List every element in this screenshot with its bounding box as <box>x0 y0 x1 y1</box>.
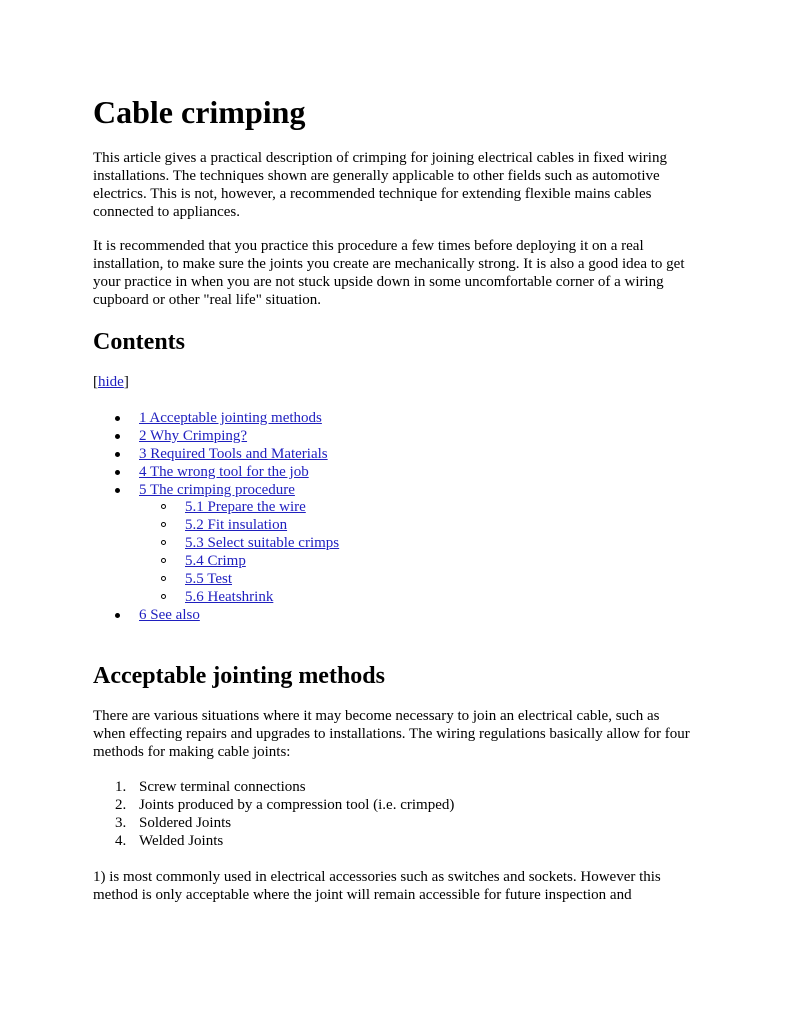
bullet-icon <box>115 613 120 618</box>
bullet-icon <box>115 488 120 493</box>
toc-link-heatshrink[interactable]: 5.6 Heatshrink <box>185 588 274 605</box>
toc-item <box>93 445 339 463</box>
toc-link-wrong-tool[interactable]: 4 The wrong tool for the job <box>139 463 309 480</box>
toc-item <box>93 427 339 445</box>
intro-paragraph-2: It is recommended that you practice this procedure a few times before deploying it on a real installation, to make sure the joints you create are mechanically strong. It is also a good idea to get your practice in when you are not stuck upside down in some uncomfortable corner of a wiring cupboard or other "real life" situation. <box>93 238 685 308</box>
toc-subitem <box>93 588 339 606</box>
toc-link-required-tools[interactable]: 3 Required Tools and Materials <box>139 445 328 462</box>
toggle-bracket-close: ] <box>123 374 129 390</box>
list-number: 4. <box>115 833 127 849</box>
section-paragraph-2: 1) is most commonly used in electrical accessories such as switches and sockets. However this method is only acceptable where the joint will remain accessible for future inspection and <box>93 869 661 903</box>
intro-paragraph-1: This article gives a practical description of crimping for joining electrical cables in fixed wiring installations. The techniques shown are generally applicable to other fields such as automotive electrics. This is not, however, a recommended technique for extending flexible mains cables connected to appliances. <box>93 150 667 220</box>
circle-bullet-icon <box>161 522 166 527</box>
contents-heading: Contents <box>93 329 186 355</box>
toc-item <box>93 463 339 481</box>
list-number: 2. <box>115 797 127 813</box>
circle-bullet-icon <box>161 594 166 599</box>
list-number: 3. <box>115 815 127 831</box>
toc-subitem <box>93 516 339 534</box>
list-number: 1. <box>115 779 127 795</box>
bullet-icon <box>115 470 120 475</box>
toc-item <box>93 481 339 499</box>
toc-subitem <box>93 552 339 570</box>
toc-link-acceptable-jointing-methods[interactable]: 1 Acceptable jointing methods <box>139 410 322 426</box>
hide-link[interactable]: hide <box>98 374 124 390</box>
list-item <box>93 796 454 814</box>
toc-link-test[interactable]: 5.5 Test <box>185 571 233 588</box>
toc-subitem <box>93 570 339 588</box>
toc-item <box>93 606 339 624</box>
contents-toggle <box>93 373 129 391</box>
toc-item <box>93 409 339 427</box>
circle-bullet-icon <box>161 576 166 581</box>
list-item <box>93 778 454 796</box>
section-heading-acceptable-jointing-methods: Acceptable jointing methods <box>93 663 385 689</box>
circle-bullet-icon <box>161 540 166 545</box>
bullet-icon <box>115 416 120 421</box>
toc-link-crimping-procedure[interactable]: 5 The crimping procedure <box>139 481 295 498</box>
toc-link-crimp[interactable]: 5.4 Crimp <box>185 553 246 570</box>
circle-bullet-icon <box>161 558 166 563</box>
list-item-text: Soldered Joints <box>139 815 232 831</box>
toc-link-prepare-wire[interactable]: 5.1 Prepare the wire <box>185 499 306 516</box>
table-of-contents <box>93 409 339 624</box>
list-item <box>93 814 454 832</box>
list-item-text: Screw terminal connections <box>139 779 306 795</box>
bullet-icon <box>115 434 120 439</box>
toc-link-fit-insulation[interactable]: 5.2 Fit insulation <box>185 517 288 534</box>
toc-link-see-also[interactable]: 6 See also <box>139 606 200 623</box>
section-paragraph-1: There are various situations where it may become necessary to join an electrical cable, such as when effecting repairs and upgrades to installations. The wiring regulations basically allow for four methods for making cable joints: <box>93 708 690 760</box>
toc-subitem <box>93 534 339 552</box>
list-item <box>93 832 454 850</box>
toc-subitem <box>93 498 339 516</box>
toc-link-why-crimping[interactable]: 2 Why Crimping? <box>139 427 248 444</box>
toc-link-select-crimps[interactable]: 5.3 Select suitable crimps <box>185 535 340 552</box>
jointing-methods-list <box>93 778 454 850</box>
page-title: Cable crimping <box>93 94 306 130</box>
toggle-bracket-open: [ <box>93 374 98 390</box>
bullet-icon <box>115 452 120 457</box>
circle-bullet-icon <box>161 504 166 509</box>
list-item-text: Joints produced by a compression tool (i.e. crimped) <box>139 797 455 813</box>
list-item-text: Welded Joints <box>139 833 224 849</box>
